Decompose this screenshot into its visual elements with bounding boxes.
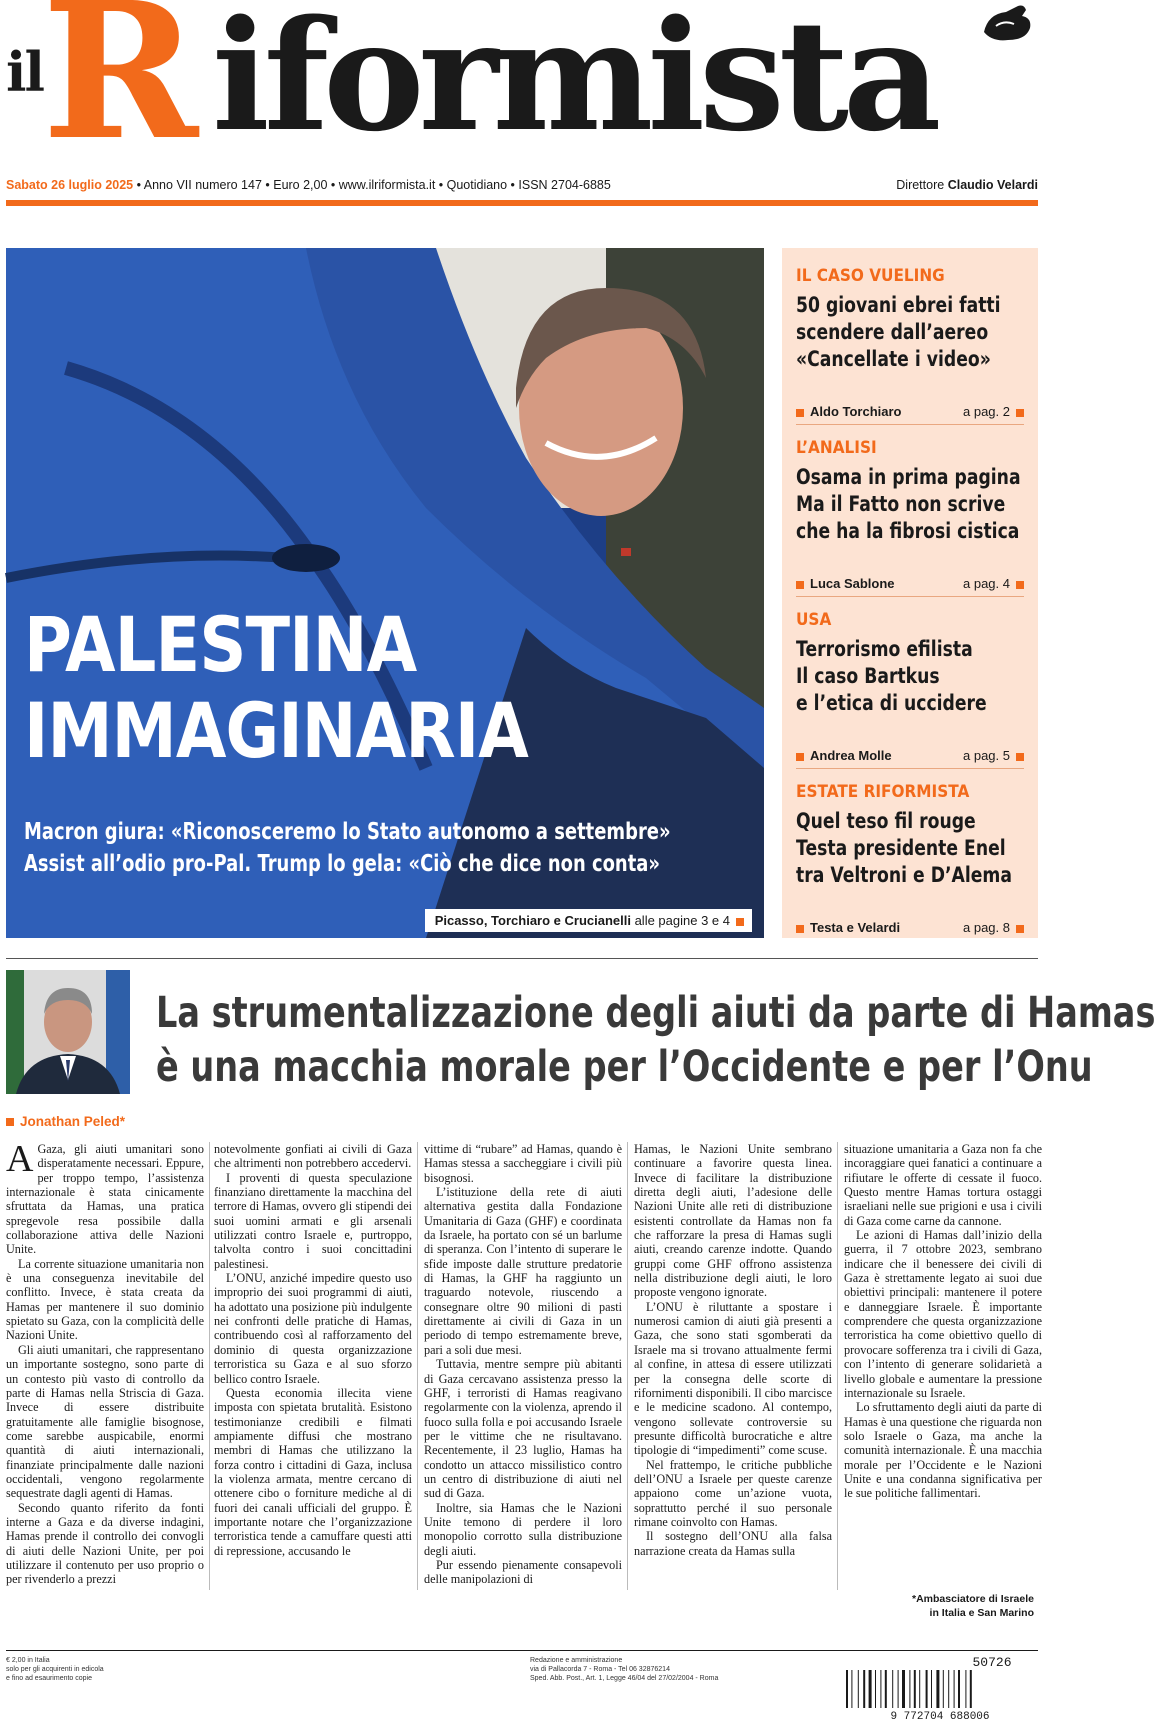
sidebar-page-ref: [963, 404, 1024, 419]
sidebar-kicker: L’ANALISI: [796, 438, 877, 458]
paragraph: Questa economia illecita viene imposta con spietata brutalità. Esistono testimonianze credibili e filmati ampiamente diffusi che mostrano membri di Hamas che utilizzano la forza contro i cittadini di Gaza, inclusa la violenza armata, mentre cercano di ottenere cibo o forniture mediche al di fuori dei canali ufficiali del gruppo. È importante notare che l’organizzazione terroristica tende a camuffare questi atti di repressione, accusando le: [214, 1385, 412, 1558]
square-bullet-icon: [6, 1118, 14, 1126]
sidebar-title-line: Terrorismo efilista: [796, 637, 973, 661]
sidebar-page-ref: [963, 576, 1024, 591]
issue-info: • Anno VII numero 147 • Euro 2,00 • www.ilriformista.it • Quotidiano • ISSN 2704-6885: [133, 178, 611, 192]
paragraph: Gli aiuti umanitari, che rappresentano un importante sostegno, sono parte di un contesto più vasto di controllo da parte di Hamas nella Striscia di Gaza. Invece di essere distribuite gratuitamente alle famiglie bisognose, come sarebbe auspicabile, enormi quantità di aiuti internazionali, finanziate principalmente dalle nazioni occidentali, vengono regolarmente sequestrate dagli agenti di Hamas.: [6, 1342, 204, 1501]
barcode-bar: [880, 1670, 881, 1708]
barcode-bar: [943, 1670, 944, 1708]
sidebar-title-line: Osama in prima pagina: [796, 465, 1021, 489]
sidebar-kicker: USA: [796, 610, 832, 630]
sidebar-divider: [796, 596, 1024, 597]
sidebar-title-line: scendere dall’aereo: [796, 320, 989, 344]
paragraph: vittime di “rubare” ad Hamas, quando è Hamas stessa a saccheggiare i civili più bisognosi.: [424, 1142, 622, 1185]
paragraph: L’ONU, anziché impedire questo uso improprio dei suoi programmi di aiuti, ha adottato una posizione più indulgente nei confronti delle pratiche di Hamas, contribuendo così al rafforzamento del dominio di questa organizzazione terroristica su Gaza e al suo sforzo bellico contro Israele.: [214, 1271, 412, 1386]
barcode-bar: [954, 1670, 955, 1708]
price-note-line: € 2,00 in Italia: [6, 1657, 50, 1664]
barcode-bar: [902, 1670, 905, 1708]
square-bullet-icon: [796, 581, 804, 589]
square-bullet-icon: [1016, 581, 1024, 589]
sidebar-page-ref: [963, 748, 1024, 763]
dateline: [6, 178, 1038, 192]
paragraph: situazione umanitaria a Gaza non fa che incoraggiare quei fanatici a continuare a rifiutare le offerte di cessate il fuoco. Questo mentre Hamas tortura ostaggi israeliani nelle sue prigioni e usa i civili di Gaza come carne da cannone.: [844, 1142, 1042, 1228]
barcode-issue: 50726: [972, 1655, 1012, 1670]
sidebar-author: Luca Sablone: [810, 576, 895, 591]
masthead: [0, 0, 1044, 182]
lead-credit: [425, 909, 752, 932]
opinion-headline-line1: La strumentalizzazione degli aiuti da parte di Hamas: [156, 988, 1155, 1038]
sidebar-author: Andrea Molle: [810, 748, 892, 763]
paragraph: Secondo quanto riferito da fonti interne a Gaza e da diverse indagini, Hamas prende il controllo dei convogli di aiuti delle Nazioni Unite, per poi utilizzare il contenuto per uso proprio o per rivenderlo a prezzi: [6, 1500, 204, 1587]
sidebar-title: [796, 808, 1013, 889]
editorial-office: [530, 1656, 718, 1683]
sidebar-title-line: che ha la fibrosi cistica: [796, 519, 1020, 543]
column-divider: [627, 1142, 628, 1590]
opinion-author: [6, 1114, 125, 1129]
lead-sub-line2: Assist all’odio pro-Pal. Trump lo gela: «Ciò che dice non conta»: [24, 851, 660, 877]
dropcap: A: [6, 1138, 34, 1180]
hand-logo-icon: [978, 2, 1036, 48]
barcode-bar: [846, 1670, 848, 1708]
column-divider: [209, 1142, 210, 1590]
sidebar-page-ref: [963, 920, 1024, 935]
issue-date: Sabato 26 luglio 2025: [6, 178, 134, 192]
barcode-bar: [948, 1670, 949, 1708]
lead-headline: [24, 602, 528, 774]
barcode-bar: [885, 1670, 887, 1708]
barcode-bar: [919, 1670, 920, 1708]
barcode-bar: [863, 1670, 865, 1708]
square-bullet-icon: [1016, 409, 1024, 417]
sidebar-title: [796, 636, 987, 717]
barcode-bar: [909, 1670, 910, 1708]
barcode-bar: [958, 1670, 960, 1708]
article-column-2: [214, 1142, 412, 1558]
paragraph: I proventi di questa speculazione finanziano direttamente la macchina del terrore di Hamas, ovvero gli stipendi dei suoi uomini armati e gli arsenali utilizzati contro Israele e, purtroppo, talvolta contro i suoi concittadini palestinesi.: [214, 1170, 412, 1271]
lead-headline-line2: IMMAGINARIA: [24, 686, 529, 775]
author-portrait-image: [6, 970, 130, 1094]
sidebar-title-line: 50 giovani ebrei fatti: [796, 293, 1001, 317]
sidebar-author: Aldo Torchiaro: [810, 404, 902, 419]
lead-credit-pages: alle pagine 3 e 4: [630, 913, 730, 928]
sidebar-title-line: «Cancellate i video»: [796, 347, 991, 371]
barcode-bar: [898, 1670, 899, 1708]
sidebar: [782, 248, 1038, 938]
director: [896, 178, 1038, 192]
barcode-bar: [858, 1670, 859, 1708]
editorial-office-line: Redazione e amministrazione: [530, 1657, 623, 1664]
barcode-bar: [869, 1670, 872, 1708]
editorial-office-line: Sped. Abb. Post., Art. 1, Legge 46/04 del 27/02/2004 - Roma: [530, 1675, 719, 1682]
paragraph: Lo sfruttamento degli aiuti da parte di Hamas è una questione che riguarda non solo Israele o Gaza, ma anche la comunità internazionale. È una macchia morale per l’Occidente e le Nazioni Unite e una condanna significativa per le sue politiche fallimentari.: [844, 1400, 1042, 1501]
sidebar-item-analisi[interactable]: [796, 438, 1024, 591]
sidebar-item-estate[interactable]: [796, 782, 1024, 935]
sidebar-meta: [796, 404, 1024, 419]
barcode-bars: [846, 1670, 972, 1708]
paragraph: notevolmente gonfiati ai civili di Gaza che altrimenti non potrebbero accedervi.: [214, 1142, 412, 1171]
director-name: Claudio Velardi: [947, 178, 1038, 192]
author-note-line1: *Ambasciatore di Israele: [912, 1593, 1034, 1605]
column-divider: [837, 1142, 838, 1590]
column-divider: [417, 1142, 418, 1590]
opinion-headline-line2: è una macchia morale per l’Occidente e per l’Onu: [156, 1042, 1093, 1092]
article-column-1: [6, 1138, 204, 1587]
section-rule: [6, 958, 1038, 959]
barcode-bar: [931, 1670, 932, 1708]
sidebar-page: a pag. 4: [963, 576, 1010, 591]
footer-rule: [6, 1650, 1038, 1651]
article-column-3: [424, 1142, 622, 1587]
sidebar-meta: [796, 576, 1024, 591]
paragraph: Hamas, le Nazioni Unite sembrano continuare a favorire questa linea. Invece di facilitare la distribuzione diretta degli aiuti, l’adesione delle Nazioni Unite alle reti di distribuzione esistenti controllate da Hamas non fa che rafforzare la presa di Hamas sugli aiuti, creando carenze indotte. Quando gruppi come GHF offrono assistenza nella distribuzione degli aiuti, le loro proposte vengono ignorate.: [634, 1142, 832, 1300]
square-bullet-icon: [796, 925, 804, 933]
lead-sub-line1: Macron giura: «Riconosceremo lo Stato autonomo a settembre»: [24, 819, 671, 845]
square-bullet-icon: [1016, 753, 1024, 761]
article-column-5: [844, 1142, 1042, 1501]
lead-headline-line1: PALESTINA: [24, 600, 417, 689]
paragraph: Il sostegno dell’ONU alla falsa narrazione creata da Hamas sulla: [634, 1529, 832, 1558]
sidebar-title-line: Quel teso fil rouge: [796, 809, 976, 833]
square-bullet-icon: [796, 753, 804, 761]
sidebar-kicker: ESTATE RIFORMISTA: [796, 782, 970, 802]
editorial-office-line: via di Pallacorda 7 - Roma - Tel 06 32876214: [530, 1666, 670, 1673]
director-label: Direttore: [896, 178, 945, 192]
paragraph: Nel frattempo, le critiche pubbliche dell’ONU a Israele per queste carenze appaiono come un’azione vuota, soprattutto perché il suo personale rimane coinvolto con Hamas.: [634, 1457, 832, 1529]
square-bullet-icon: [736, 918, 744, 926]
article-column-4: [634, 1142, 832, 1558]
opinion-author-name: Jonathan Peled*: [20, 1114, 126, 1129]
barcode-number: 9 772704 688006: [890, 1711, 990, 1723]
barcode-bar: [965, 1670, 966, 1708]
sidebar-title-line: Testa presidente Enel: [796, 836, 1006, 860]
barcode-bar: [936, 1670, 939, 1708]
sidebar-item-usa[interactable]: [796, 610, 1024, 763]
sidebar-item-vueling[interactable]: [796, 266, 1024, 419]
barcode-bar: [970, 1670, 972, 1708]
paragraph: Le azioni di Hamas dall’inizio della guerra, il 7 ottobre 2023, sembrano indicare che il benessere dei civili di Gaza è strettamente legato ai suoi due obiettivi principali: mantenere il potere e danneggiare Israele. È importante comprendere che questa organizzazione terroristica ha come obiettivo quello di provocare sofferenza tra i civili di Gaza, con l’intento di generare solidarietà a livello globale e aumentare la pressione internazionale su Israele.: [844, 1228, 1042, 1400]
sidebar-author: Testa e Velardi: [810, 920, 901, 935]
paragraph: [6, 1138, 204, 1257]
square-bullet-icon: [796, 409, 804, 417]
opinion-headline[interactable]: [156, 986, 1155, 1094]
sidebar-page: a pag. 8: [963, 920, 1010, 935]
paragraph: Tuttavia, mentre sempre più abitanti di Gaza cercavano assistenza presso la GHF, i terroristi di Hamas reagivano regolarmente con la violenza, aprendo il fuoco sulla folla e poi accusando Israele per le vittime che ne risultavano. Recentemente, il 23 luglio, Hamas ha condotto un attacco missilistico contro un centro di distribuzione di aiuti nel sud di Gaza.: [424, 1357, 622, 1501]
logo-initial: R: [42, 0, 199, 182]
sidebar-title: [796, 292, 1001, 373]
paragraph: La corrente situazione umanitaria non è una conseguenza inevitabile del conflitto. Invece, è stata creata da Hamas per mantenere il suo dominio spietato su Gaza, con la complicità delle Nazioni Unite.: [6, 1256, 204, 1343]
paragraph: Pur essendo pienamente consapevoli delle manipolazioni di: [424, 1557, 622, 1587]
price-note-line: solo per gli acquirenti in edicola: [6, 1666, 104, 1673]
paragraph: L’ONU è riluttante a spostare i numerosi camion di aiuti già presenti a Gaza, che sono stati sgomberati da Israele ma si trovano attualmente fermi al confine, in attesa di essere utilizzati per la consegna delle scorte di rifornimenti disponibili. Il cibo marcisce e le medicine scadono. Al contempo, vengono sollevate controversie su presunte difficoltà burocratiche e altre tipologie di “impedimenti” come scuse.: [634, 1299, 832, 1458]
price-note: [6, 1656, 104, 1683]
author-portrait: [6, 970, 130, 1094]
sidebar-title: [796, 464, 1021, 545]
barcode-bar: [892, 1670, 893, 1708]
square-bullet-icon: [1016, 925, 1024, 933]
paragraph: Inoltre, sia Hamas che le Nazioni Unite temono di perdere il loro monopolio corrotto sulla distribuzione degli aiuti.: [424, 1500, 622, 1558]
lead-story[interactable]: [6, 248, 764, 938]
sidebar-meta: [796, 920, 1024, 935]
sidebar-divider: [796, 768, 1024, 769]
logo-prefix: il: [6, 40, 44, 104]
paragraph-text: Gaza, gli aiuti umanitari sono disperatamente necessari. Eppure, per troppo tempo, l’assistenza internazionale è stata cinicamente sfruttata da Hamas, una pratica spregevole resa possibile dalla collaborazione attiva delle Nazioni Unite.: [6, 1142, 204, 1257]
masthead-rule: [6, 200, 1038, 206]
sidebar-title-line: tra Veltroni e D’Alema: [796, 863, 1013, 887]
barcode-bar: [926, 1670, 928, 1708]
sidebar-title-line: Il caso Bartkus: [796, 664, 940, 688]
price-note-line: e fino ad esaurimento copie: [6, 1675, 92, 1682]
lead-subheadline: [24, 816, 671, 880]
logo-wordmark: iformista: [212, 0, 936, 165]
barcode-bar: [851, 1670, 852, 1708]
sidebar-divider: [796, 424, 1024, 425]
sidebar-kicker: IL CASO VUELING: [796, 266, 945, 286]
sidebar-page: a pag. 2: [963, 404, 1010, 419]
lead-credit-names: Picasso, Torchiaro e Crucianelli: [434, 913, 631, 928]
sidebar-title-line: Ma il Fatto non scrive: [796, 492, 1006, 516]
author-note: [912, 1592, 1034, 1620]
sidebar-page: a pag. 5: [963, 748, 1010, 763]
paragraph: L’istituzione della rete di aiuti alternativa gestita dalla Fondazione Umanitaria di Gaza (GHF) e coordinata da Israele, ha portato con sé un barlume di speranza. Con l’intento di superare le sfide imposte dalle strutture predatorie di Hamas, la GHF ha raggiunto un traguardo notevole, riuscendo a consegnare oltre 90 milioni di pasti direttamente ai civili di Gaza in un periodo di tempo estremamente breve, pari a soli due mesi.: [424, 1185, 622, 1357]
barcode: [842, 1654, 1038, 1723]
sidebar-title-line: e l’etica di uccidere: [796, 691, 987, 715]
author-note-line2: in Italia e San Marino: [929, 1607, 1034, 1619]
barcode-bar: [914, 1670, 916, 1708]
sidebar-meta: [796, 748, 1024, 763]
barcode-bar: [875, 1670, 876, 1708]
